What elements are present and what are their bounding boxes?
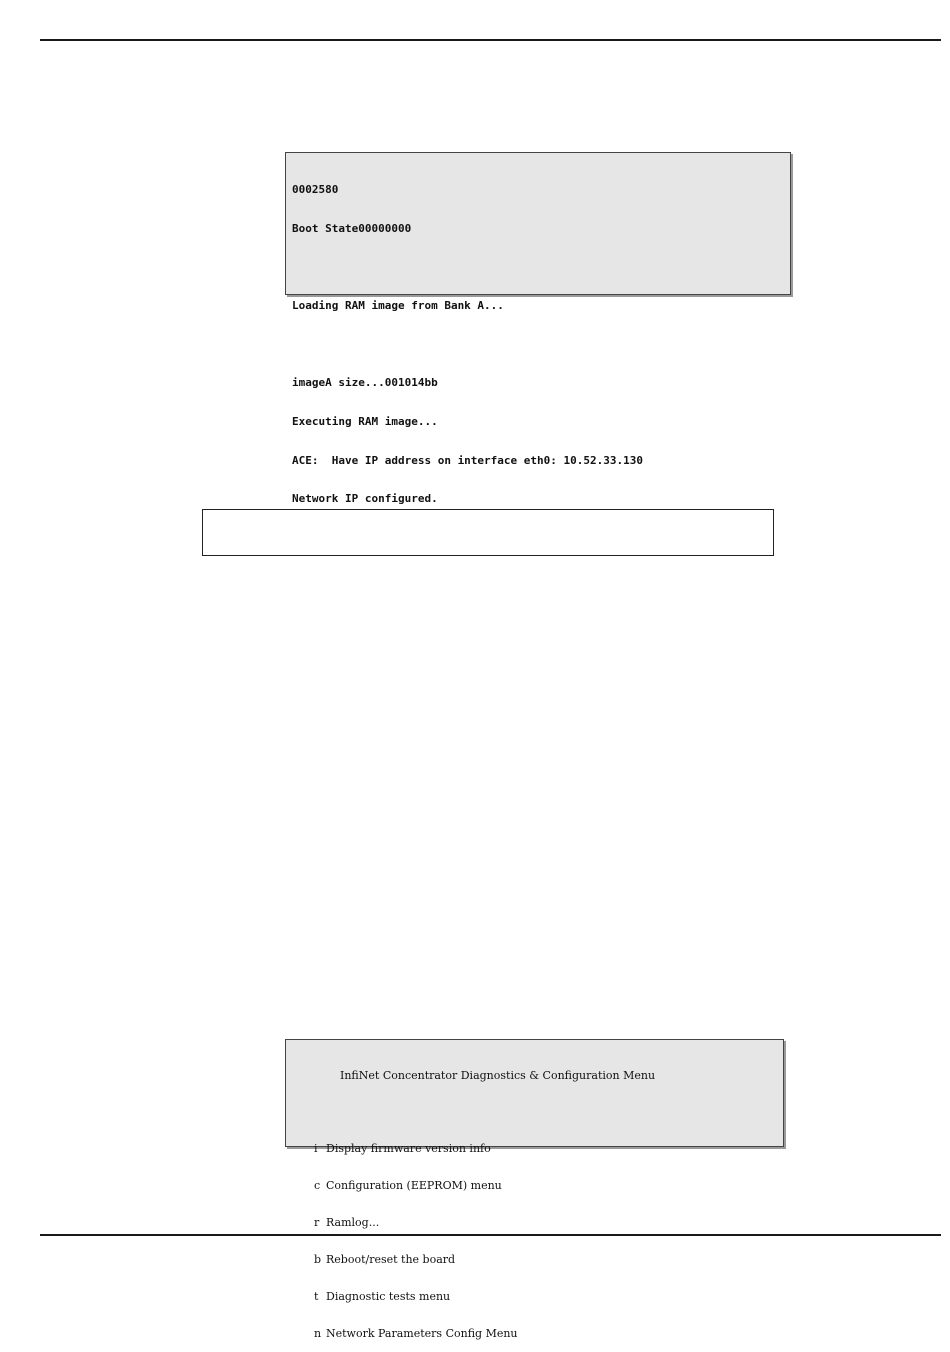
console-line: ACE: Have IP address on interface eth0: 10.52.33.130 (292, 453, 643, 467)
console-line (292, 261, 790, 274)
menu-item-diagnostic-tests (292, 1291, 783, 1303)
menu-key: r (314, 1216, 320, 1230)
console-line: Loading RAM image from Bank A... (292, 298, 504, 312)
menu-label: Ramlog... (326, 1216, 380, 1230)
console-line (292, 339, 790, 352)
menu-label: Network Parameters Config Menu (326, 1326, 518, 1340)
menu-key: b (314, 1253, 322, 1267)
console-line: Boot State00000000 (292, 221, 412, 235)
menu-item-network-params (292, 1328, 783, 1340)
menu-item-ramlog (292, 1217, 783, 1229)
footer-rule (40, 1234, 941, 1236)
menu-spacer (292, 1106, 783, 1118)
menu-title: InfiNet Concentrator Diagnostics & Configuration Menu (340, 1068, 656, 1082)
menu-label: Display firmware version info (326, 1142, 491, 1156)
menu-label: Reboot/reset the board (326, 1253, 456, 1267)
menu-item-firmware-info (292, 1143, 783, 1155)
menu-label: Diagnostic tests menu (326, 1289, 451, 1303)
diagnostics-menu-screenshot (285, 1039, 784, 1340)
console-line: imageA size...001014bb (292, 376, 438, 390)
empty-note-box (202, 509, 774, 556)
console-line: Network IP configured. (292, 492, 438, 506)
header-rule (40, 39, 941, 41)
console-line: Executing RAM image... (292, 415, 438, 429)
boot-console-screenshot (285, 152, 791, 506)
menu-label: Configuration (EEPROM) menu (326, 1179, 502, 1193)
menu-key: i (314, 1142, 318, 1156)
menu-item-configuration (292, 1180, 783, 1192)
menu-key: c (314, 1179, 321, 1193)
menu-item-reboot (292, 1254, 783, 1266)
menu-key: t (314, 1289, 319, 1303)
menu-key: n (314, 1326, 322, 1340)
console-line: 0002580 (292, 182, 339, 196)
